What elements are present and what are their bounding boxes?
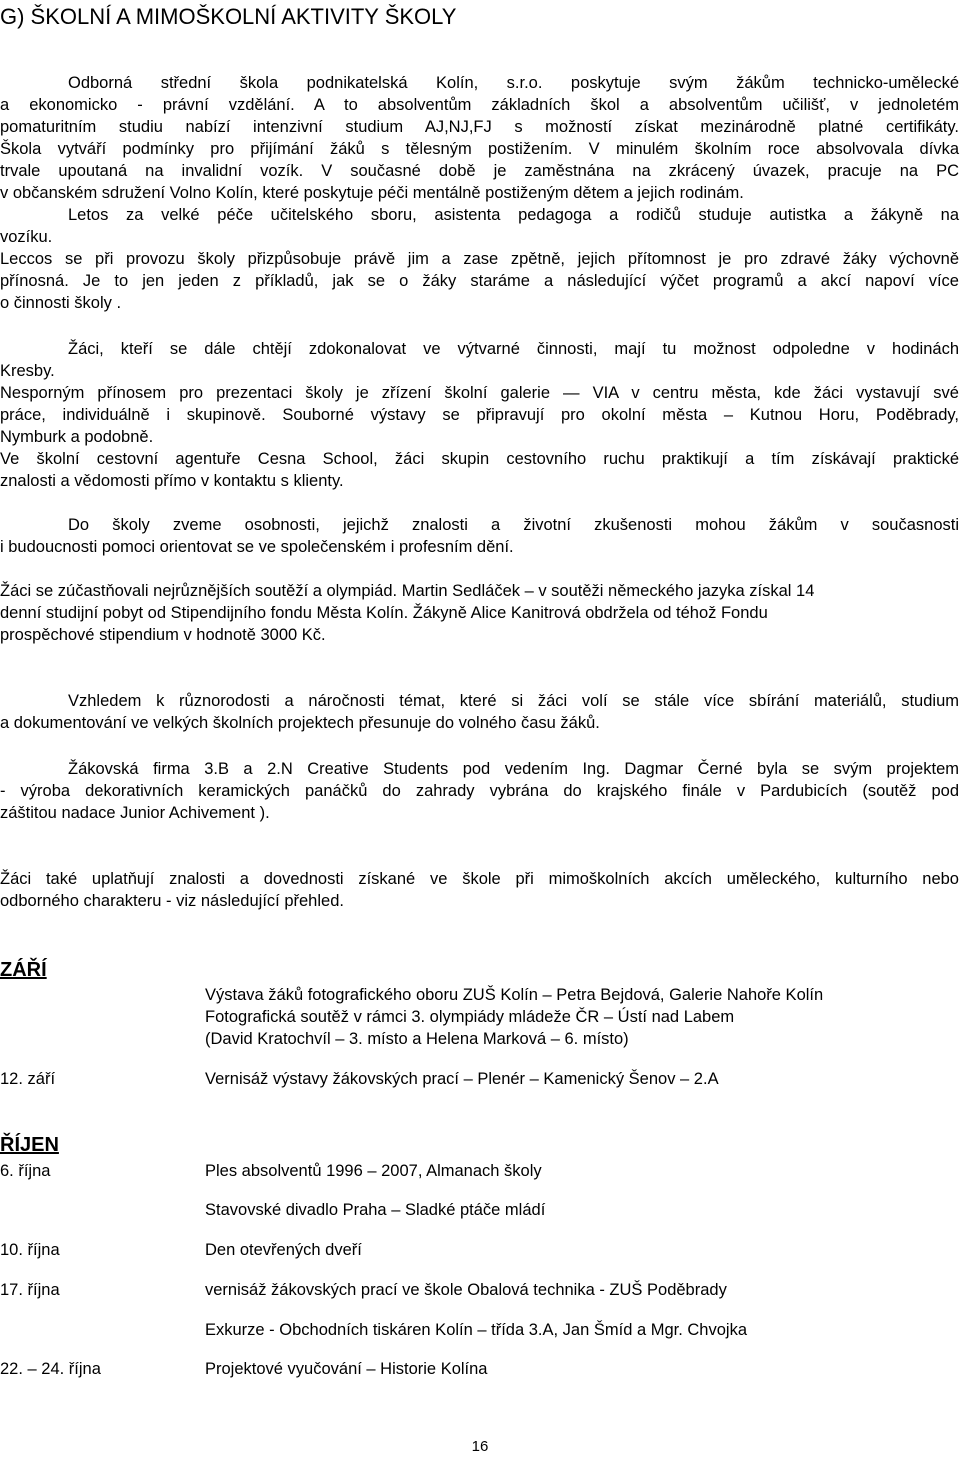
paragraph-line: záštitou nadace Junior Achivement ). [0,804,270,822]
event-description: (David Kratochvíl – 3. místo a Helena Marková – 6. místo) [205,1030,629,1048]
event-date: 10. října [0,1241,60,1259]
event-description: Vernisáž výstavy žákovských prací – Plenér – Kamenický Šenov – 2.A [205,1070,719,1088]
paragraph-line: Vzhledem k různorodosti a náročnosti témat, které si žáci volí se stále více sbírání materiálů, studium [68,692,959,710]
event-date: 17. října [0,1281,60,1299]
event-description: Stavovské divadlo Praha – Sladké ptáče mládí [205,1201,546,1219]
paragraph-line: Do školy zveme osobnosti, jejichž znalosti a životní zkušenosti mohou žákům v současnosti [68,516,959,534]
paragraph-line: Odborná střední škola podnikatelská Kolín, s.r.o. poskytuje svým žákům technicko-umělecké [68,74,959,92]
paragraph-line: trvale upoutaná na invalidní vozík. V současné době je zaměstnána na zkrácený úvazek, pracuje na PC [0,162,959,180]
paragraph-line: o činnosti školy . [0,294,122,312]
paragraph-line: - výroba dekorativních keramických panáčků do zahrady vybrána do krajského finále v Pardubicích (soutěž pod [0,782,959,800]
paragraph-line: Žáci také uplatňují znalosti a dovednosti získané ve škole při mimoškolních akcích uměleckého, kulturního nebo [0,870,959,888]
page-heading: G) ŠKOLNÍ A MIMOŠKOLNÍ AKTIVITY ŠKOLY [0,4,457,29]
event-description: vernisáž žákovských prací ve škole Obalová technika - ZUŠ Poděbrady [205,1281,727,1299]
paragraph-line: přínosná. Je to jen jeden z příkladů, jak se o žáky staráme a následující výčet programů a akcí napoví více [0,272,959,290]
paragraph-line: a dokumentování ve velkých školních projektech přesunuje do volného času žáků. [0,714,600,732]
paragraph-line: Škola vytváří podmínky pro přijímání žáků s tělesným postižením. V minulém školním roce absolvovala dívka [0,140,959,158]
paragraph-line: Leccos se při provozu školy přizpůsobuje právě jim a zase zpětně, jejich přítomnost je pro zdravé žáky výchovně [0,250,959,268]
event-description: Exkurze - Obchodních tiskáren Kolín – třída 3.A, Jan Šmíd a Mgr. Chvojka [205,1321,748,1339]
section-title-rijen: ŘÍJEN [0,1134,59,1156]
event-description: Den otevřených dveří [205,1241,362,1259]
event-description: Fotografická soutěž v rámci 3. olympiády mládeže ČR – Ústí nad Labem [205,1008,735,1026]
paragraph-line: znalosti a vědomosti přímo v kontaktu s klienty. [0,472,344,490]
event-date: 12. září [0,1070,56,1088]
paragraph-line: Žákovská firma 3.B a 2.N Creative Students pod vedením Ing. Dagmar Černé byla se svým projektem [68,760,959,778]
paragraph-line: Letos za velké péče učitelského sboru, asistenta pedagoga a rodičů studuje autistka a žákyně na [68,206,959,224]
paragraph-line: v občanském sdružení Volno Kolín, které poskytuje péči mentálně postiženým dětem a jejich rodinám. [0,184,744,202]
paragraph-line: odborného charakteru - viz následující přehled. [0,892,344,910]
paragraph-line: pomaturitním studiu nabízí intenzivní studium AJ,NJ,FJ s možností získat mezinárodně platné certifikáty. [0,118,959,136]
event-date: 6. října [0,1162,51,1180]
paragraph-line: Nymburk a podobně. [0,428,154,446]
paragraph-line: vozíku. [0,228,53,246]
event-description: Ples absolventů 1996 – 2007, Almanach školy [205,1162,542,1180]
paragraph-line: Nesporným přínosem pro prezentaci školy je zřízení školní galerie — VIA v centru města, kde žáci vystavují své [0,384,959,402]
event-description: Projektové vyučování – Historie Kolína [205,1360,488,1378]
paragraph-line: denní studijní pobyt od Stipendijního fondu Města Kolín. Žákyně Alice Kanitrová obdržela od téhož Fondu [0,604,768,622]
event-date: 22. – 24. října [0,1360,101,1378]
event-description: Výstava žáků fotografického oboru ZUŠ Kolín – Petra Bejdová, Galerie Nahoře Kolín [205,986,824,1004]
paragraph-line: Žáci, kteří se dále chtějí zdokonalovat ve výtvarné činnosti, mají tu možnost odpoledne v hodinách [68,340,959,358]
section-title-zari: ZÁŘÍ [0,959,47,981]
paragraph-line: práce, individuálně i skupinově. Souborné výstavy se připravují pro okolní města – Kutnou Horu, Poděbrady, [0,406,959,424]
paragraph-line: i budoucnosti pomoci orientovat se ve společenském i profesním dění. [0,538,514,556]
paragraph-line: a ekonomicko - právní vzdělání. A to absolventům základních škol a absolventům učilišť, v jednoletém [0,96,959,114]
page-number: 16 [471,1438,489,1455]
paragraph-line: Žáci se zúčastňovali nejrůznějších soutěží a olympiád. Martin Sedláček – v soutěži německého jazyka získal 14 [0,582,815,600]
paragraph-line: Ve školní cestovní agentuře Cesna School, žáci skupin cestovního ruchu praktikují a tím získávají praktické [0,450,959,468]
paragraph-line: prospěchové stipendium v hodnotě 3000 Kč. [0,626,326,644]
paragraph-line: Kresby. [0,362,55,380]
